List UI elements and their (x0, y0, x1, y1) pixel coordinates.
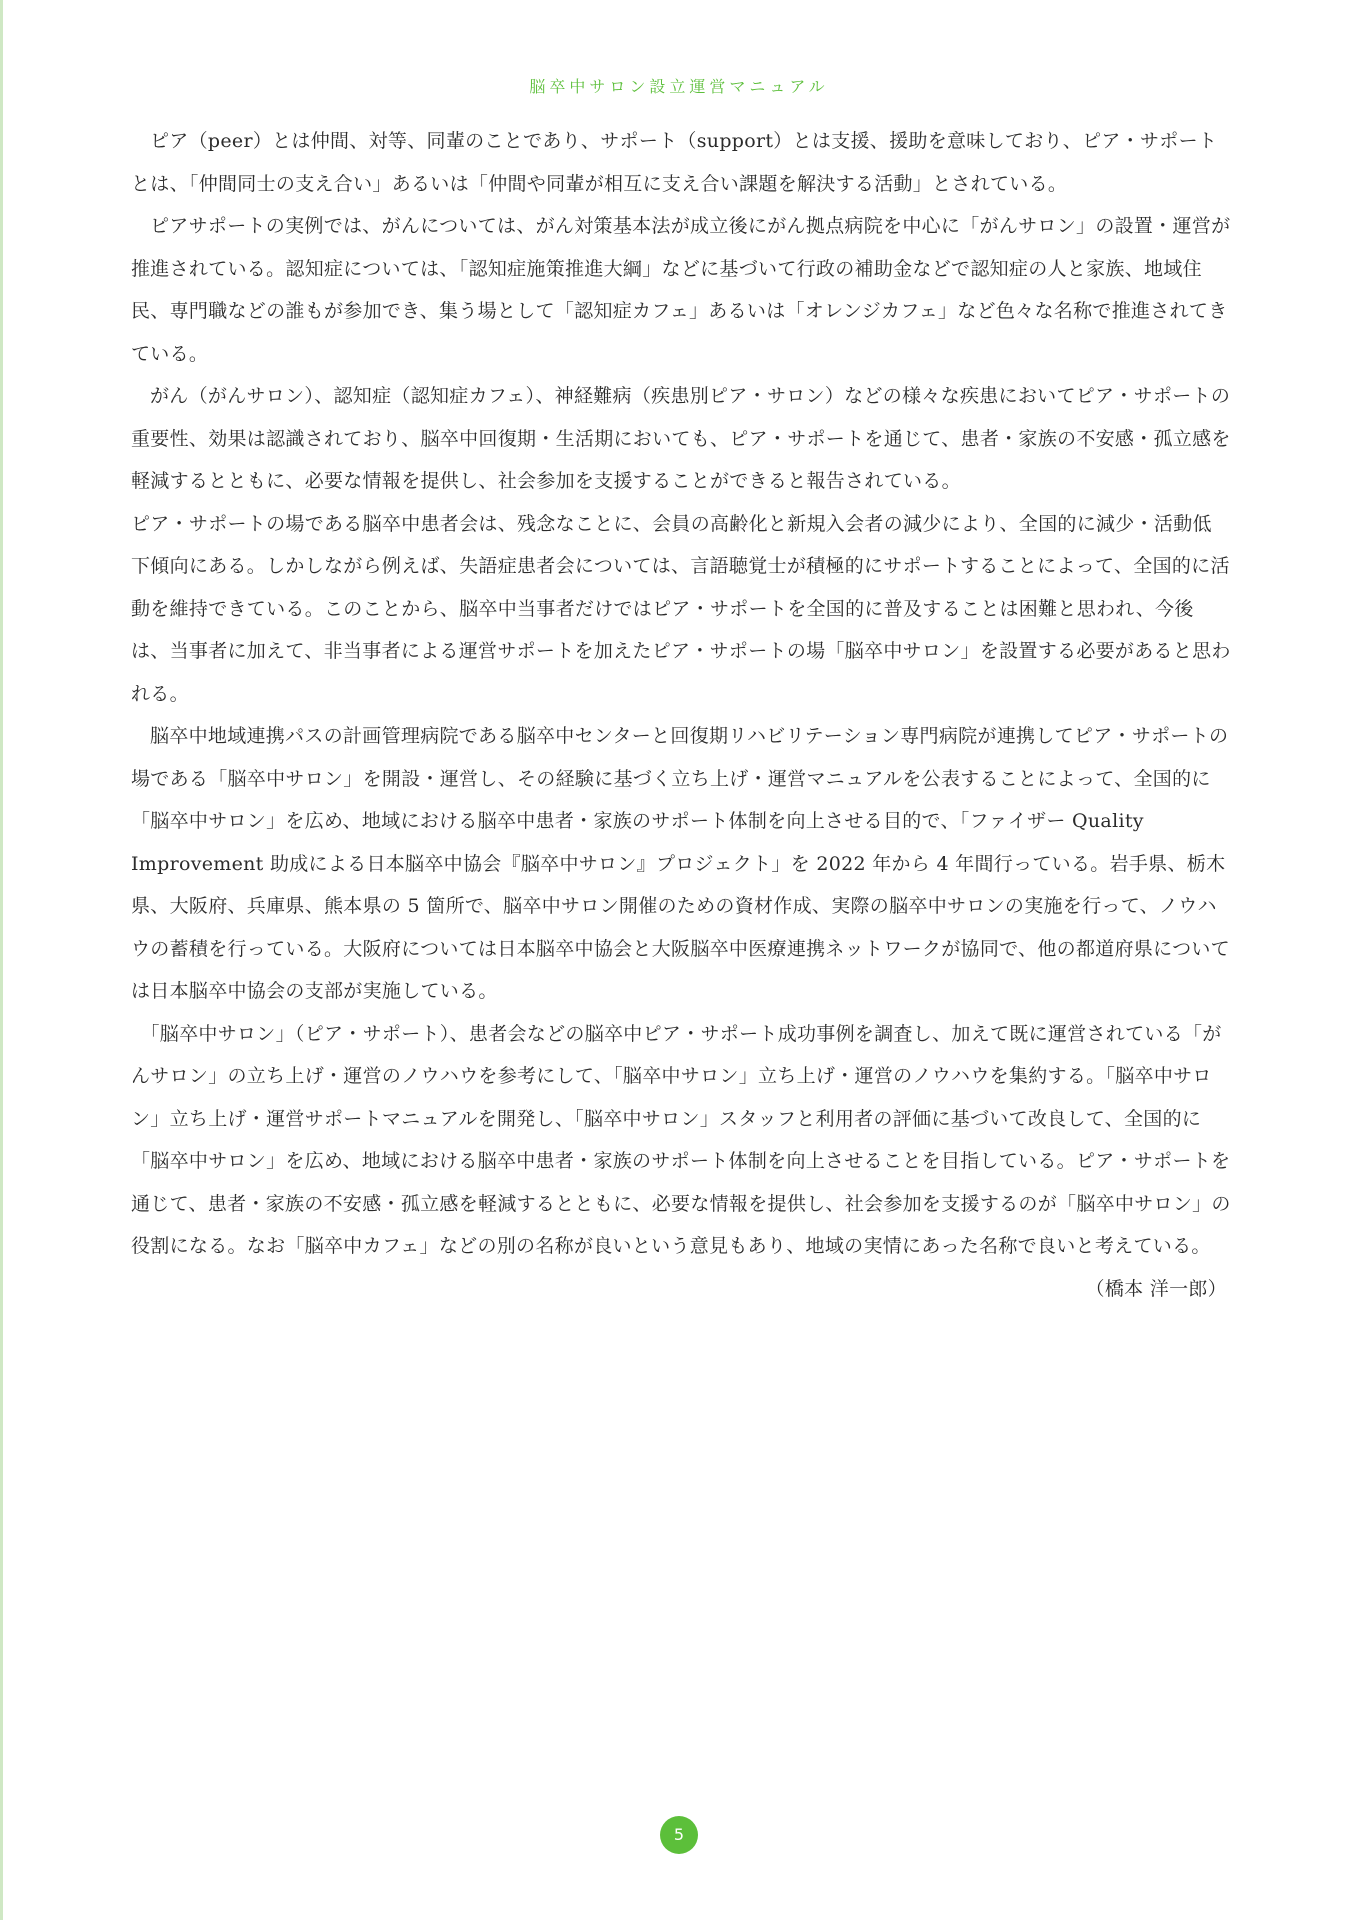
page-number-badge: 5 (660, 1816, 698, 1854)
author-signature: （橋本 洋一郎） (1085, 1277, 1227, 1300)
paragraph-salon-goals: 「脳卒中サロン」（ピア・サポート）、患者会などの脳卒中ピア・サポート成功事例を調査し、加えて既に運営されている「がんサロン」の立ち上げ・運営のノウハウを参考にして、「脳卒中サロン」立ち上げ・運営のノウハウを集約する。「脳卒中サロン」立ち上げ・運営サポートマニュアルを開発し、「脳卒中サロン」スタッフと利用者の評価に基づいて改良して、全国的に「脳卒中サロン」を広め、地域における脳卒中患者・家族のサポート体制を向上させることを目指している。ピア・サポートを通じて、患者・家族の不安感・孤立感を軽減するとともに、必要な情報を提供し、社会参加を支援するのが「脳卒中サロン」の役割になる。なお「脳卒中カフェ」などの別の名称が良いという意見もあり、地域の実情にあった名称で良いと考えている。 (131, 1022, 1231, 1257)
running-header: 脳卒中サロン設立運営マニュアル (529, 77, 829, 96)
paragraph-peer-support-examples: ピアサポートの実例では、がんについては、がん対策基本法が成立後にがん拠点病院を中心に「がんサロン」の設置・運営が推進されている。認知症については、「認知症施策推進大綱」などに基づいて行政の補助金などで認知症の人と家族、地域住民、専門職などの誰もが参加でき、集う場として「認知症カフェ」あるいは「オレンジカフェ」など色々な名称で推進されてきている。 (131, 215, 1231, 365)
paragraph-peer-support-definition: ピア（peer）とは仲間、対等、同輩のことであり、サポート（support）とは支援、援助を意味しており、ピア・サポートとは、「仲間同士の支え合い」あるいは「仲間や同輩が相互に支え合い課題を解決する活動」とされている。 (131, 130, 1218, 195)
paragraph-peer-support-importance: がん（がんサロン）、認知症（認知症カフェ）、神経難病（疾患別ピア・サロン）などの様々な疾患においてピア・サポートの重要性、効果は認識されており、脳卒中回復期・生活期においても、ピア・サポートを通じて、患者・家族の不安感・孤立感を軽減するとともに、必要な情報を提供し、社会参加を支援することができると報告されている。 (131, 385, 1231, 492)
paragraph-patient-association: ピア・サポートの場である脳卒中患者会は、残念なことに、会員の高齢化と新規入会者の減少により、全国的に減少・活動低下傾向にある。しかしながら例えば、失語症患者会については、言語聴覚士が積極的にサポートすることによって、全国的に活動を維持できている。このことから、脳卒中当事者だけではピア・サポートを全国的に普及することは困難と思われ、今後は、当事者に加えて、非当事者による運営サポートを加えたピア・サポートの場「脳卒中サロン」を設置する必要があると思われる。 (131, 512, 1231, 705)
body-text (131, 120, 1231, 1310)
page-edge-decoration (0, 0, 3, 1920)
paragraph-salon-project: 脳卒中地域連携パスの計画管理病院である脳卒中センターと回復期リハビリテーション専門病院が連携してピア・サポートの場である「脳卒中サロン」を開設・運営し、その経験に基づく立ち上げ・運営マニュアルを公表することによって、全国的に「脳卒中サロン」を広め、地域における脳卒中患者・家族のサポート体制を向上させる目的で、「ファイザー Quality Improvement 助成による日本脳卒中協会『脳卒中サロン』プロジェクト」を 2022 年から 4 年間行っている。岩手県、栃木県、大阪府、兵庫県、熊本県の 5 箇所で、脳卒中サロン開催のための資材作成、実際の脳卒中サロンの実施を行って、ノウハウの蓄積を行っている。大阪府については日本脳卒中協会と大阪脳卒中医療連携ネットワークが協同で、他の都道府県については日本脳卒中協会の支部が実施している。 (131, 725, 1230, 1002)
